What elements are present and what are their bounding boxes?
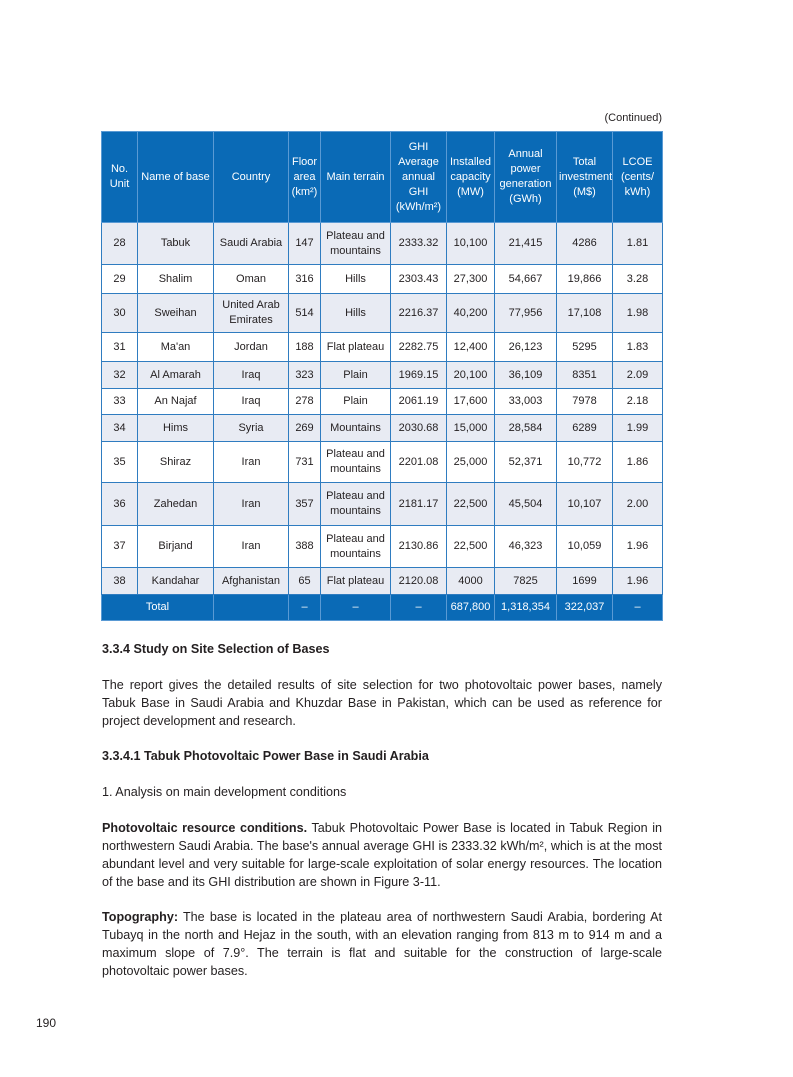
table-cell: United Arab Emirates	[214, 294, 289, 333]
table-cell: 357	[289, 483, 321, 526]
table-cell: 35	[102, 442, 138, 483]
total-cell: 687,800	[447, 595, 495, 621]
total-cell: Total	[102, 595, 214, 621]
table-row	[102, 483, 663, 526]
table-cell: Iran	[214, 483, 289, 526]
table-cell: 2.18	[613, 389, 663, 415]
table-row	[102, 415, 663, 442]
table-cell: 54,667	[495, 265, 557, 294]
table-cell: Plateau and mountains	[321, 223, 391, 265]
table-cell: Sweihan	[138, 294, 214, 333]
table-cell: 10,107	[557, 483, 613, 526]
table-cell: 31	[102, 333, 138, 362]
table-cell: 8351	[557, 362, 613, 389]
paragraph-lead: Photovoltaic resource conditions.	[102, 821, 308, 835]
table-cell: Iran	[214, 526, 289, 568]
table-cell: 28,584	[495, 415, 557, 442]
table-cell: 32	[102, 362, 138, 389]
table-row	[102, 442, 663, 483]
column-header: Name of base	[138, 132, 214, 223]
table-row	[102, 333, 663, 362]
table-cell: 15,000	[447, 415, 495, 442]
table-cell: 514	[289, 294, 321, 333]
solar-bases-table	[101, 131, 663, 621]
table-cell: Shiraz	[138, 442, 214, 483]
table-cell: 1969.15	[391, 362, 447, 389]
table-cell: 34	[102, 415, 138, 442]
table-row	[102, 362, 663, 389]
table-cell: Mountains	[321, 415, 391, 442]
table-cell: Kandahar	[138, 568, 214, 595]
total-cell	[214, 595, 289, 621]
table-cell: 2120.08	[391, 568, 447, 595]
table-cell: 1.83	[613, 333, 663, 362]
column-header: Floor area (km²)	[289, 132, 321, 223]
table-cell: 33,003	[495, 389, 557, 415]
table-cell: 29	[102, 265, 138, 294]
item-heading: 1. Analysis on main development conditions	[102, 785, 347, 799]
table-cell: 1699	[557, 568, 613, 595]
table-cell: 21,415	[495, 223, 557, 265]
table-cell: 2030.68	[391, 415, 447, 442]
table-cell: Hills	[321, 294, 391, 333]
table-cell: 7978	[557, 389, 613, 415]
table-cell: 17,108	[557, 294, 613, 333]
continued-label: (Continued)	[604, 112, 662, 124]
table-cell: 188	[289, 333, 321, 362]
topography-paragraph	[102, 908, 662, 980]
table-cell: 45,504	[495, 483, 557, 526]
table-cell: 2333.32	[391, 223, 447, 265]
table-cell: 316	[289, 265, 321, 294]
table-cell: 7825	[495, 568, 557, 595]
total-cell: –	[613, 595, 663, 621]
table-cell: 65	[289, 568, 321, 595]
table-cell: 27,300	[447, 265, 495, 294]
column-header: Total investment (M$)	[557, 132, 613, 223]
table-cell: 17,600	[447, 389, 495, 415]
table-cell: Ma'an	[138, 333, 214, 362]
intro-paragraph: The report gives the detailed results of site selection for two photovoltaic power bases, namely Tabuk Base in Saudi Arabia and Khuzdar Base in Pakistan, which can be used as reference for project development and research.	[102, 678, 662, 728]
table-cell: 2061.19	[391, 389, 447, 415]
table-row	[102, 294, 663, 333]
table-cell: 6289	[557, 415, 613, 442]
table-cell: 10,772	[557, 442, 613, 483]
table-cell: 278	[289, 389, 321, 415]
table-cell: 2.09	[613, 362, 663, 389]
table-cell: Iran	[214, 442, 289, 483]
table-row	[102, 265, 663, 294]
table-cell: 25,000	[447, 442, 495, 483]
resource-paragraph	[102, 819, 662, 891]
table-cell: 2.00	[613, 483, 663, 526]
table-cell: 4000	[447, 568, 495, 595]
table-cell: Zahedan	[138, 483, 214, 526]
paragraph-body: The base is located in the plateau area of northwestern Saudi Arabia, bordering At Tubayq in the north and Hejaz in the south, with an elevation ranging from 813 m to 914 m and a maximum slope of 7.9°. The terrain is flat and suitable for the construction of large-scale photovoltaic power bases.	[102, 910, 662, 978]
table-cell: 12,400	[447, 333, 495, 362]
table-cell: 20,100	[447, 362, 495, 389]
table-cell: Oman	[214, 265, 289, 294]
table-cell: Plain	[321, 362, 391, 389]
table-cell: Shalim	[138, 265, 214, 294]
table-cell: 10,100	[447, 223, 495, 265]
table-cell: 1.99	[613, 415, 663, 442]
table-cell: 5295	[557, 333, 613, 362]
table-cell: 1.86	[613, 442, 663, 483]
table-cell: 33	[102, 389, 138, 415]
table-cell: 1.96	[613, 526, 663, 568]
table-cell: 2130.86	[391, 526, 447, 568]
column-header: Annual power generation (GWh)	[495, 132, 557, 223]
table-cell: 1.98	[613, 294, 663, 333]
table-cell: Plateau and mountains	[321, 442, 391, 483]
total-cell: 1,318,354	[495, 595, 557, 621]
table-cell: 2216.37	[391, 294, 447, 333]
table-cell: Saudi Arabia	[214, 223, 289, 265]
column-header: GHI Average annual GHI (kWh/m²)	[391, 132, 447, 223]
table-cell: Flat plateau	[321, 333, 391, 362]
table-cell: 19,866	[557, 265, 613, 294]
table-cell: Plain	[321, 389, 391, 415]
table-cell: 147	[289, 223, 321, 265]
table-cell: 38	[102, 568, 138, 595]
table-cell: Hims	[138, 415, 214, 442]
table-cell: Plateau and mountains	[321, 526, 391, 568]
table-cell: 46,323	[495, 526, 557, 568]
table-cell: 4286	[557, 223, 613, 265]
table-cell: 2181.17	[391, 483, 447, 526]
table-cell: 1.96	[613, 568, 663, 595]
page-number: 190	[36, 1016, 57, 1030]
column-header: Country	[214, 132, 289, 223]
total-cell: 322,037	[557, 595, 613, 621]
table-cell: 323	[289, 362, 321, 389]
table-cell: Afghanistan	[214, 568, 289, 595]
table-cell: 40,200	[447, 294, 495, 333]
table-cell: 77,956	[495, 294, 557, 333]
table-cell: Plateau and mountains	[321, 483, 391, 526]
table-cell: 28	[102, 223, 138, 265]
table-cell: 731	[289, 442, 321, 483]
table-cell: 36	[102, 483, 138, 526]
table-cell: 26,123	[495, 333, 557, 362]
table-cell: 37	[102, 526, 138, 568]
table-row	[102, 389, 663, 415]
table-cell: Iraq	[214, 362, 289, 389]
table-cell: 2282.75	[391, 333, 447, 362]
table-cell: 22,500	[447, 483, 495, 526]
table-cell: 10,059	[557, 526, 613, 568]
total-cell: –	[391, 595, 447, 621]
table-cell: Iraq	[214, 389, 289, 415]
table-cell: 22,500	[447, 526, 495, 568]
subsection-heading: 3.3.4.1 Tabuk Photovoltaic Power Base in Saudi Arabia	[102, 749, 429, 763]
table-cell: 3.28	[613, 265, 663, 294]
table-cell: Hills	[321, 265, 391, 294]
column-header: Main terrain	[321, 132, 391, 223]
table-row	[102, 223, 663, 265]
total-cell: –	[289, 595, 321, 621]
table-cell: 1.81	[613, 223, 663, 265]
table-cell: 52,371	[495, 442, 557, 483]
paragraph-body: Tabuk Photovoltaic Power Base is located in Tabuk Region in northwestern Saudi Arabia. The base's annual average GHI is 2333.32 kWh/m², which is at the most abundant level and very suitable for large-scale exploitation of solar energy resources. The location of the base and its GHI distribution are shown in Figure 3-11.	[102, 821, 662, 889]
table-cell: 388	[289, 526, 321, 568]
table-cell: Flat plateau	[321, 568, 391, 595]
table-row	[102, 526, 663, 568]
table-cell: An Najaf	[138, 389, 214, 415]
table-cell: 30	[102, 294, 138, 333]
table-cell: 2201.08	[391, 442, 447, 483]
table-cell: Jordan	[214, 333, 289, 362]
table-cell: Al Amarah	[138, 362, 214, 389]
table-cell: 2303.43	[391, 265, 447, 294]
total-row	[102, 595, 663, 621]
table-cell: Birjand	[138, 526, 214, 568]
table-cell: Tabuk	[138, 223, 214, 265]
column-header: LCOE (cents/ kWh)	[613, 132, 663, 223]
table-cell: 36,109	[495, 362, 557, 389]
table-cell: 269	[289, 415, 321, 442]
column-header: No. Unit	[102, 132, 138, 223]
paragraph-lead: Topography:	[102, 910, 179, 924]
total-cell: –	[321, 595, 391, 621]
table-row	[102, 568, 663, 595]
column-header: Installed capacity (MW)	[447, 132, 495, 223]
table-cell: Syria	[214, 415, 289, 442]
section-heading: 3.3.4 Study on Site Selection of Bases	[102, 642, 330, 656]
